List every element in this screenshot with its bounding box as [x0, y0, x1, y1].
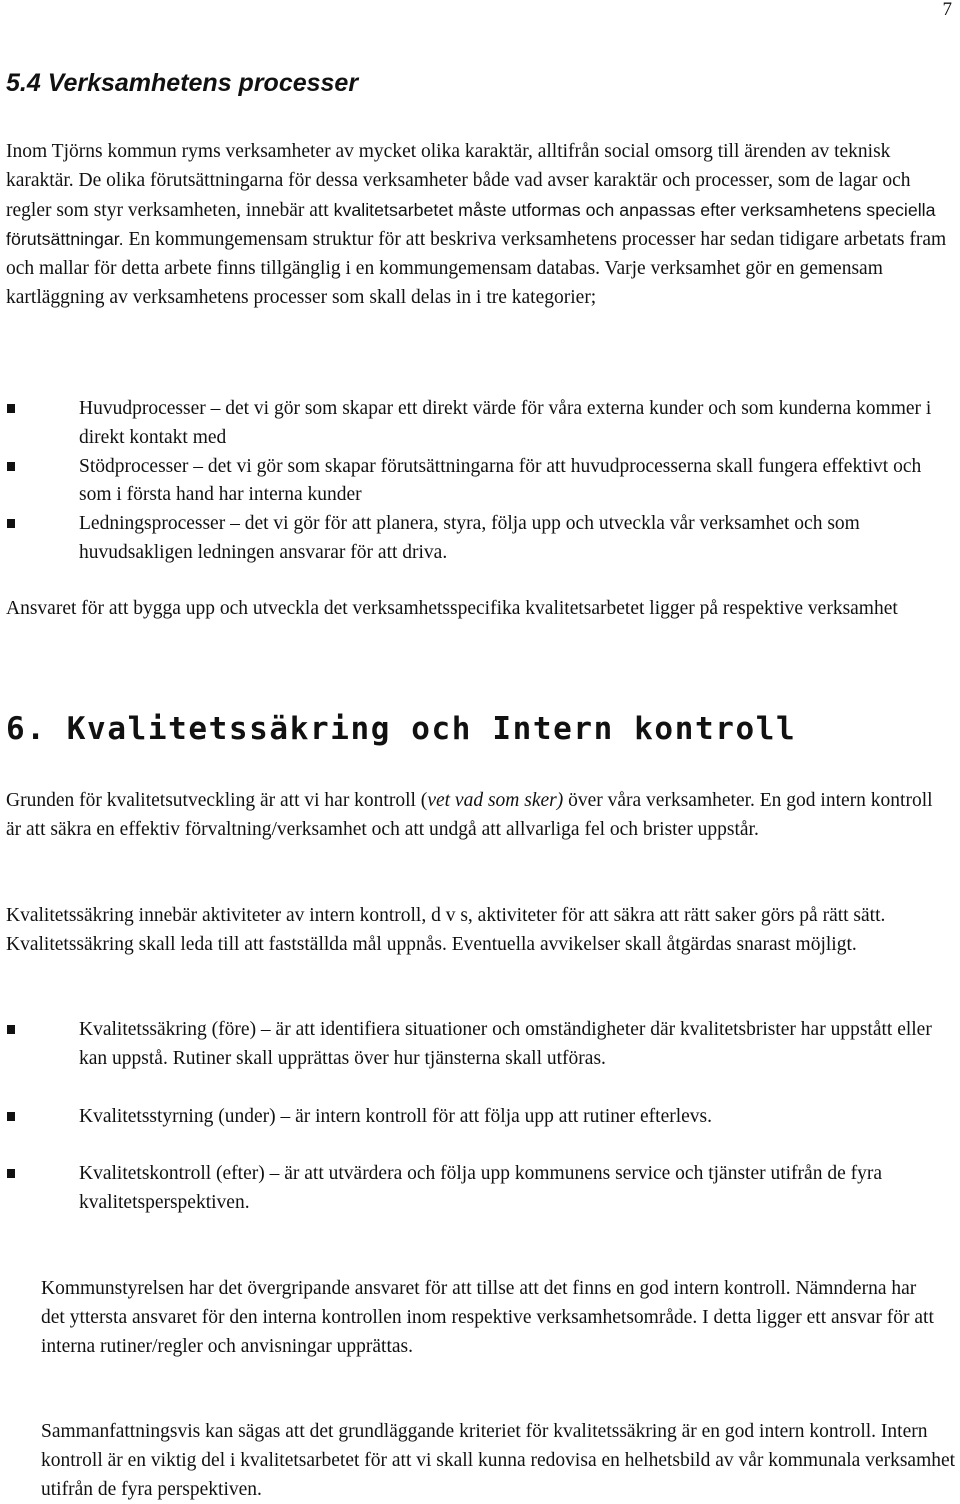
- chapter-paragraph-3: Kommunstyrelsen har det övergripande ansvaret för att tillse att det finns en god intern kontroll. Nämnderna har det yttersta ansvaret för den interna kontrollen inom respektive verksamhetsområde. I detta ligger ett ansvar för att interna rutiner/regler och anvisningar upprättas.: [41, 1278, 934, 1357]
- list-item: [6, 1016, 956, 1074]
- list-item: [6, 510, 941, 568]
- square-bullet-icon: [7, 1112, 15, 1121]
- list-item: [6, 395, 941, 453]
- quality-assurance-list: [6, 1016, 956, 1218]
- section-intro-paragraph: [6, 138, 956, 313]
- square-bullet-icon: [7, 1025, 15, 1034]
- list-item-text: Kvalitetskontroll (efter) – är att utvärdera och följa upp kommunens service och tjänster utifrån de fyra kvalitetsperspektiven.: [79, 1163, 882, 1214]
- list-item: [6, 453, 941, 511]
- section-closing-paragraph: Ansvaret för att bygga upp och utveckla det verksamhetsspecifika kvalitetsarbetet ligger på respektive verksamhet: [6, 598, 898, 619]
- square-bullet-icon: [7, 1169, 15, 1178]
- list-item-text: Stödprocesser – det vi gör som skapar förutsättningarna för att huvudprocesserna skall fungera effektivt och som i första hand har interna kunder: [79, 455, 922, 506]
- list-item-text: Kvalitetssäkring (före) – är att identifiera situationer och omständigheter där kvalitetsbrister har uppstått eller kan uppstå. Rutiner skall upprättas över hur tjänsterna skall utföras.: [79, 1019, 932, 1069]
- list-item-text: Kvalitetsstyrning (under) – är intern kontroll för att följa upp att rutiner efterlevs.: [79, 1105, 713, 1127]
- square-bullet-icon: [7, 404, 15, 413]
- chapter-paragraph-4: Sammanfattningsvis kan sägas att det grundläggande kriteriet för kvalitetssäkring är en god intern kontroll. Intern kontroll är en viktig del i kvalitetsarbetet för att vi skall kunna redovisa en helhetsbild av vår kommunala verksamhet utifrån de fyra perspektiven.: [41, 1421, 956, 1500]
- list-item: [6, 1103, 956, 1132]
- chapter-paragraph-2: Kvalitetssäkring innebär aktiviteter av intern kontroll, d v s, aktiviteter för att säkra att rätt saker görs på rätt sätt. Kvalitetssäkring skall leda till att fastställda mål uppnås. Eventuella avvikelser skall åtgärdas snarast möjligt.: [6, 905, 886, 955]
- intro-emphasis-text: kvalitetsarbetet måste utformas och anpassas efter verksamhetens speciella förutsättningar.: [6, 199, 936, 250]
- p1-text-b: över våra verksamheter. En god intern kontroll är att säkra en effektiv förvaltning/verksamhet och att undgå att allvarliga fel och brister uppstår.: [6, 790, 933, 840]
- section-heading: 5.4 Verksamhetens processer: [6, 69, 359, 97]
- list-item-text: Ledningsprocesser – det vi gör för att planera, styra, följa upp och utveckla vår verksamhet och som huvudsakligen ledningen ansvarar för att driva.: [79, 513, 860, 563]
- intro-text-part-1: Inom Tjörns kommun ryms verksamheter av mycket olika karaktär, alltifrån social omsorg till ärenden av teknisk karaktär. De olika förutsättningarna för dessa verksamheter både vad avser karaktär och processer, som de lagar och regler som styr verksamheten, innebär att: [6, 141, 911, 221]
- chapter-paragraph-1: [6, 787, 941, 845]
- list-item-text: Huvudprocesser – det vi gör som skapar ett direkt värde för våra externa kunder och som kunderna kommer i direkt kontakt med: [79, 398, 932, 448]
- chapter-heading: 6. Kvalitetssäkring och Intern kontroll: [6, 711, 797, 747]
- square-bullet-icon: [7, 462, 15, 471]
- process-category-list: [6, 395, 941, 568]
- square-bullet-icon: [7, 519, 15, 528]
- page-number: 7: [942, 0, 952, 20]
- intro-text-part-2: En kommungemensam struktur för att beskriva verksamhetens processer har sedan tidigare arbetats fram och mallar för detta arbete finns tillgänglig i en kommungemensam databas. Varje verksamhet gör en gemensam kartläggning av verksamhetens processer som skall delas in i tre kategorier;: [6, 229, 947, 308]
- p1-italic-text: vet vad som sker): [427, 790, 564, 811]
- list-item: [6, 1160, 956, 1218]
- p1-text-a: Grunden för kvalitetsutveckling är att vi har kontroll (: [6, 790, 428, 811]
